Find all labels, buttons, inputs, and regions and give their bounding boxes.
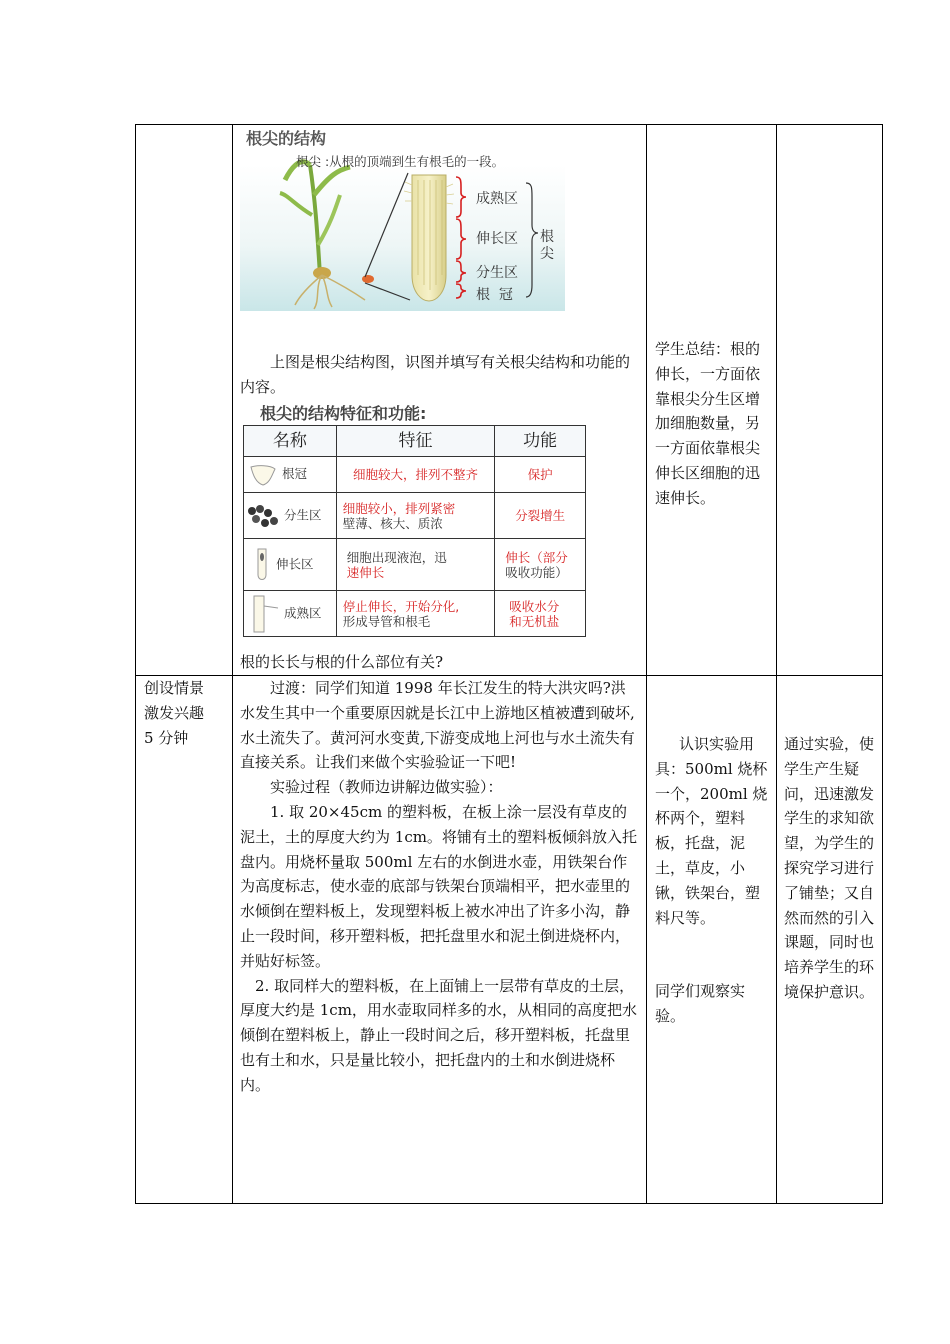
row-root-cap-function-text: 保护 bbox=[527, 467, 553, 482]
header-name: 名称 bbox=[244, 426, 337, 457]
header-feature: 特征 bbox=[336, 426, 494, 457]
row-elongation-name bbox=[244, 539, 337, 591]
row-root-cap-name bbox=[244, 457, 337, 493]
row-meristem-name-text: 分生区 bbox=[284, 507, 322, 522]
experiment-step-1: 1. 取 20×45cm 的塑料板，在板上涂一层没有草皮的泥土，土的厚度大约为 1cm。将铺有土的塑料板倾斜放入托盘内。用烧杯量取 500ml 左右的水倒进水壶，用铁架台作为高度标志，使水壶的底部与铁架台顶端相平，把水壶里的水倾倒在塑料板上，发现塑料板上被水冲出了许多小沟，静止一段时间，移开塑料板，把托盘里水和泥土倒进烧杯内，并贴好标签。 bbox=[240, 802, 637, 970]
design-intent: 通过实验，使学生产生疑问，迅速激发学生的求知欲望，为学生的探究学习进行了铺垫；又自然而然的引入课题，同时也培养学生的环境保护意识。 bbox=[784, 735, 875, 1001]
root-cap-cell-icon bbox=[248, 463, 278, 487]
student-activity-equipment: 认识实验用具：500ml 烧杯一个，200ml 烧杯两个，塑料板，托盘，泥土，草皮，小锹，铁架台，塑料尺等。 bbox=[655, 735, 768, 927]
design-intent-cell bbox=[784, 732, 876, 1005]
row-maturation-feature bbox=[336, 591, 494, 637]
stage-line-2: 激发兴趣 bbox=[144, 703, 205, 722]
row-meristem-feature-line-2: 壁薄、核大、质浓 bbox=[342, 515, 443, 531]
stage-line-3: 5 分钟 bbox=[144, 728, 189, 747]
row-maturation-function bbox=[495, 591, 586, 637]
teaching-content-cell-2 bbox=[240, 676, 640, 1098]
stage-cell bbox=[144, 676, 228, 750]
meristem-cell-icon bbox=[246, 503, 284, 529]
diagram-instruction: 上图是根尖结构图，识图并填写有关根尖结构和功能的内容。 bbox=[240, 353, 631, 396]
lesson-plan-table bbox=[135, 124, 883, 1204]
row-elongation-function-line-2: 吸收功能） bbox=[505, 564, 568, 580]
row-meristem-feature-line-1: 细胞较小，排列紧密 bbox=[342, 500, 456, 516]
elongation-cell-icon bbox=[252, 547, 272, 583]
teaching-content-cell-1 bbox=[240, 125, 640, 675]
root-tip-diagram bbox=[240, 125, 565, 311]
row-maturation-feature-line-1: 停止伸长，开始分化, bbox=[342, 598, 460, 614]
student-activity-cell bbox=[655, 732, 771, 1029]
zone-label-maturation: 成熟区 bbox=[476, 191, 518, 207]
student-activity-observe: 同学们观察实验。 bbox=[655, 982, 746, 1026]
root-tip-label-1: 根 bbox=[540, 229, 554, 245]
row-root-cap-feature bbox=[336, 457, 494, 493]
row-maturation-name-text: 成熟区 bbox=[283, 605, 322, 620]
row-elongation-function bbox=[495, 539, 586, 591]
row-meristem-function-text: 分裂增生 bbox=[515, 508, 566, 523]
column-divider bbox=[776, 125, 777, 1203]
row-root-cap-name-text: 根冠 bbox=[281, 466, 307, 482]
root-tip-function-table bbox=[243, 425, 586, 637]
transition-paragraph: 过渡：同学们知道 1998 年长江发生的特大洪灾吗?洪水发生其中一个重要原因就是长江中上游地区植被遭到破坏,水土流失了。黄河河水变黄,下游变成地上河也与水土流失有直接关系。让我们来做个实验验证一下吧! bbox=[240, 679, 635, 772]
row-meristem-function bbox=[495, 493, 586, 539]
table-title: 根尖的结构特征和功能: bbox=[260, 404, 427, 423]
row-elongation-feature-line-1: 细胞出现液泡，迅 bbox=[346, 549, 447, 565]
row-maturation-name bbox=[244, 591, 337, 637]
zone-label-root-cap: 根 冠 bbox=[476, 287, 513, 303]
row-elongation-feature bbox=[336, 539, 494, 591]
student-summary: 学生总结：根的伸长，一方面依靠根尖分生区增加细胞数量，另一方面依靠根尖伸长区细胞的迅速伸长。 bbox=[655, 340, 761, 507]
row-meristem-feature bbox=[336, 493, 494, 539]
student-summary-cell bbox=[655, 337, 771, 511]
stage-line-1: 创设情景 bbox=[144, 679, 205, 697]
root-tip-definition: 根尖 :从根的顶端到生有根毛的一段。 bbox=[296, 154, 505, 169]
row-root-cap-function bbox=[495, 457, 586, 493]
zone-label-elongation: 伸长区 bbox=[476, 231, 518, 247]
row-maturation-feature-line-2: 形成导管和根毛 bbox=[342, 613, 431, 629]
experiment-step-2: 2. 取同样大的塑料板，在上面铺上一层带有草皮的土层，厚度大约是 1cm，用水壶取同样多的水，从相同的高度把水倾倒在塑料板上，静止一段时间之后，移开塑料板，托盘里也有土和水，只是量比较小，把托盘内的土和水倒进烧杯内。 bbox=[240, 976, 637, 1094]
zone-label-meristem: 分生区 bbox=[476, 265, 518, 281]
row-maturation-function-line-2: 和无机盐 bbox=[509, 613, 560, 629]
row-maturation-function-line-1: 吸收水分 bbox=[509, 598, 560, 614]
question-text: 根的长长与根的什么部位有关? bbox=[240, 653, 444, 671]
maturation-cell-icon bbox=[246, 594, 280, 634]
row-elongation-name-text: 伸长区 bbox=[275, 556, 314, 571]
row-root-cap-feature-text: 细胞较大，排列不整齐 bbox=[352, 467, 478, 482]
diagram-title: 根尖的结构 bbox=[246, 129, 327, 148]
column-divider bbox=[646, 125, 647, 1203]
experiment-heading: 实验过程（教师边讲解边做实验）： bbox=[270, 778, 503, 797]
column-divider bbox=[232, 125, 233, 1203]
root-tip-label-2: 尖 bbox=[540, 246, 554, 262]
row-meristem-name bbox=[244, 493, 337, 539]
row-elongation-feature-line-2: 速伸长 bbox=[346, 564, 385, 580]
row-elongation-function-line-1: 伸长（部分 bbox=[505, 549, 568, 565]
header-function: 功能 bbox=[495, 426, 586, 457]
